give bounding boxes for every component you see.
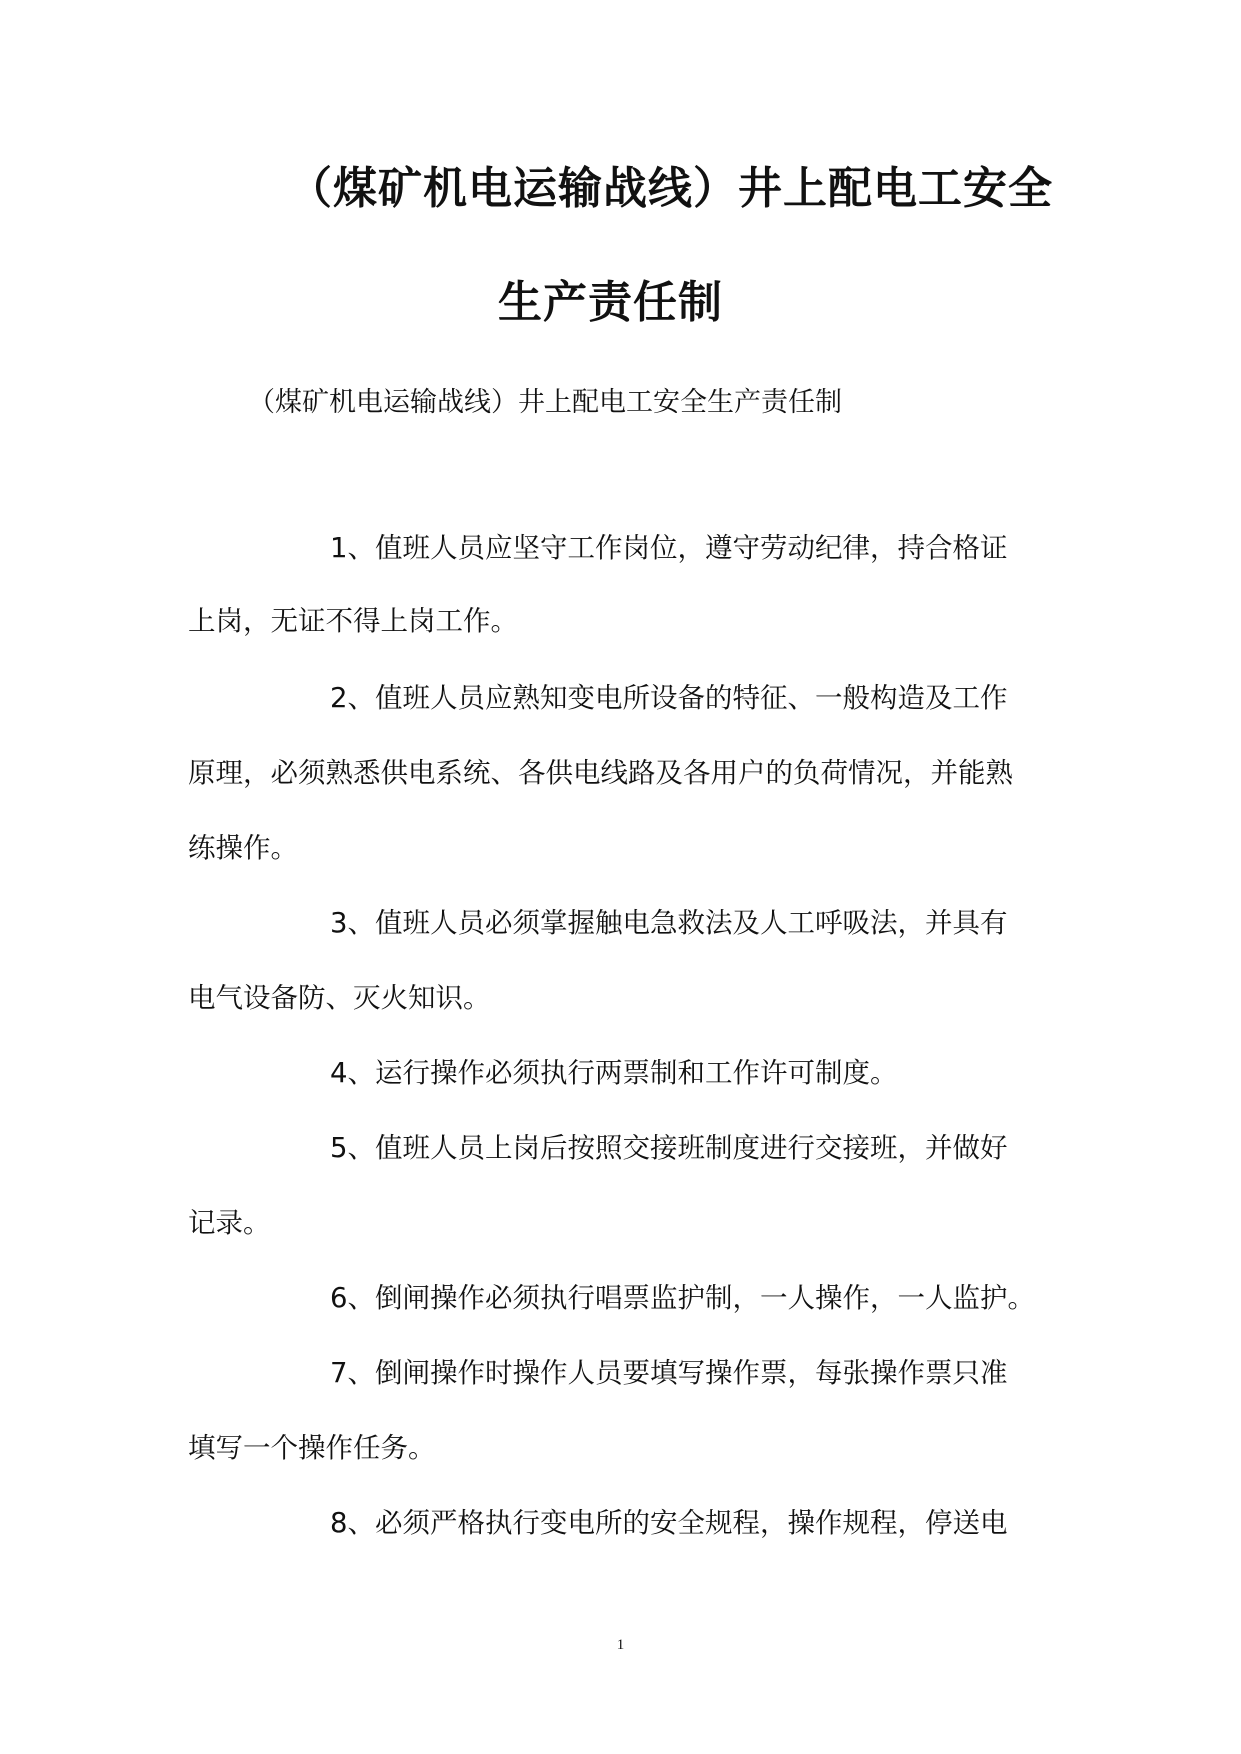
paragraph-line: 4、运行操作必须执行两票制和工作许可制度。	[330, 1057, 898, 1089]
paragraph-line: 5、值班人员上岗后按照交接班制度进行交接班，并做好	[330, 1132, 1008, 1164]
paragraph-line: 1、值班人员应坚守工作岗位，遵守劳动纪律，持合格证	[330, 532, 1008, 564]
document-subtitle: （煤矿机电运输战线）井上配电工安全生产责任制	[248, 387, 842, 418]
paragraph-line: 填写一个操作任务。	[188, 1432, 436, 1464]
paragraph-line: 6、倒闸操作必须执行唱票监护制，一人操作，一人监护。	[330, 1282, 1035, 1314]
paragraph-line: 8、必须严格执行变电所的安全规程，操作规程，停送电	[330, 1507, 1008, 1539]
page-number: 1	[616, 1637, 625, 1653]
paragraph-line: 3、值班人员必须掌握触电急救法及人工呼吸法，并具有	[330, 907, 1008, 939]
document-title-line-2: 生产责任制	[498, 277, 723, 328]
paragraph-line: 电气设备防、灭火知识。	[188, 982, 491, 1014]
paragraph-line: 记录。	[188, 1207, 271, 1239]
paragraph-line: 原理，必须熟悉供电系统、各供电线路及各用户的负荷情况，并能熟	[188, 757, 1013, 789]
document-title-line-1: （煤矿机电运输战线）井上配电工安全	[288, 163, 1053, 214]
paragraph-line: 练操作。	[188, 832, 298, 864]
paragraph-line: 上岗，无证不得上岗工作。	[188, 605, 518, 637]
paragraph-line: 2、值班人员应熟知变电所设备的特征、一般构造及工作	[330, 682, 1008, 714]
paragraph-line: 7、倒闸操作时操作人员要填写操作票，每张操作票只准	[330, 1357, 1008, 1389]
